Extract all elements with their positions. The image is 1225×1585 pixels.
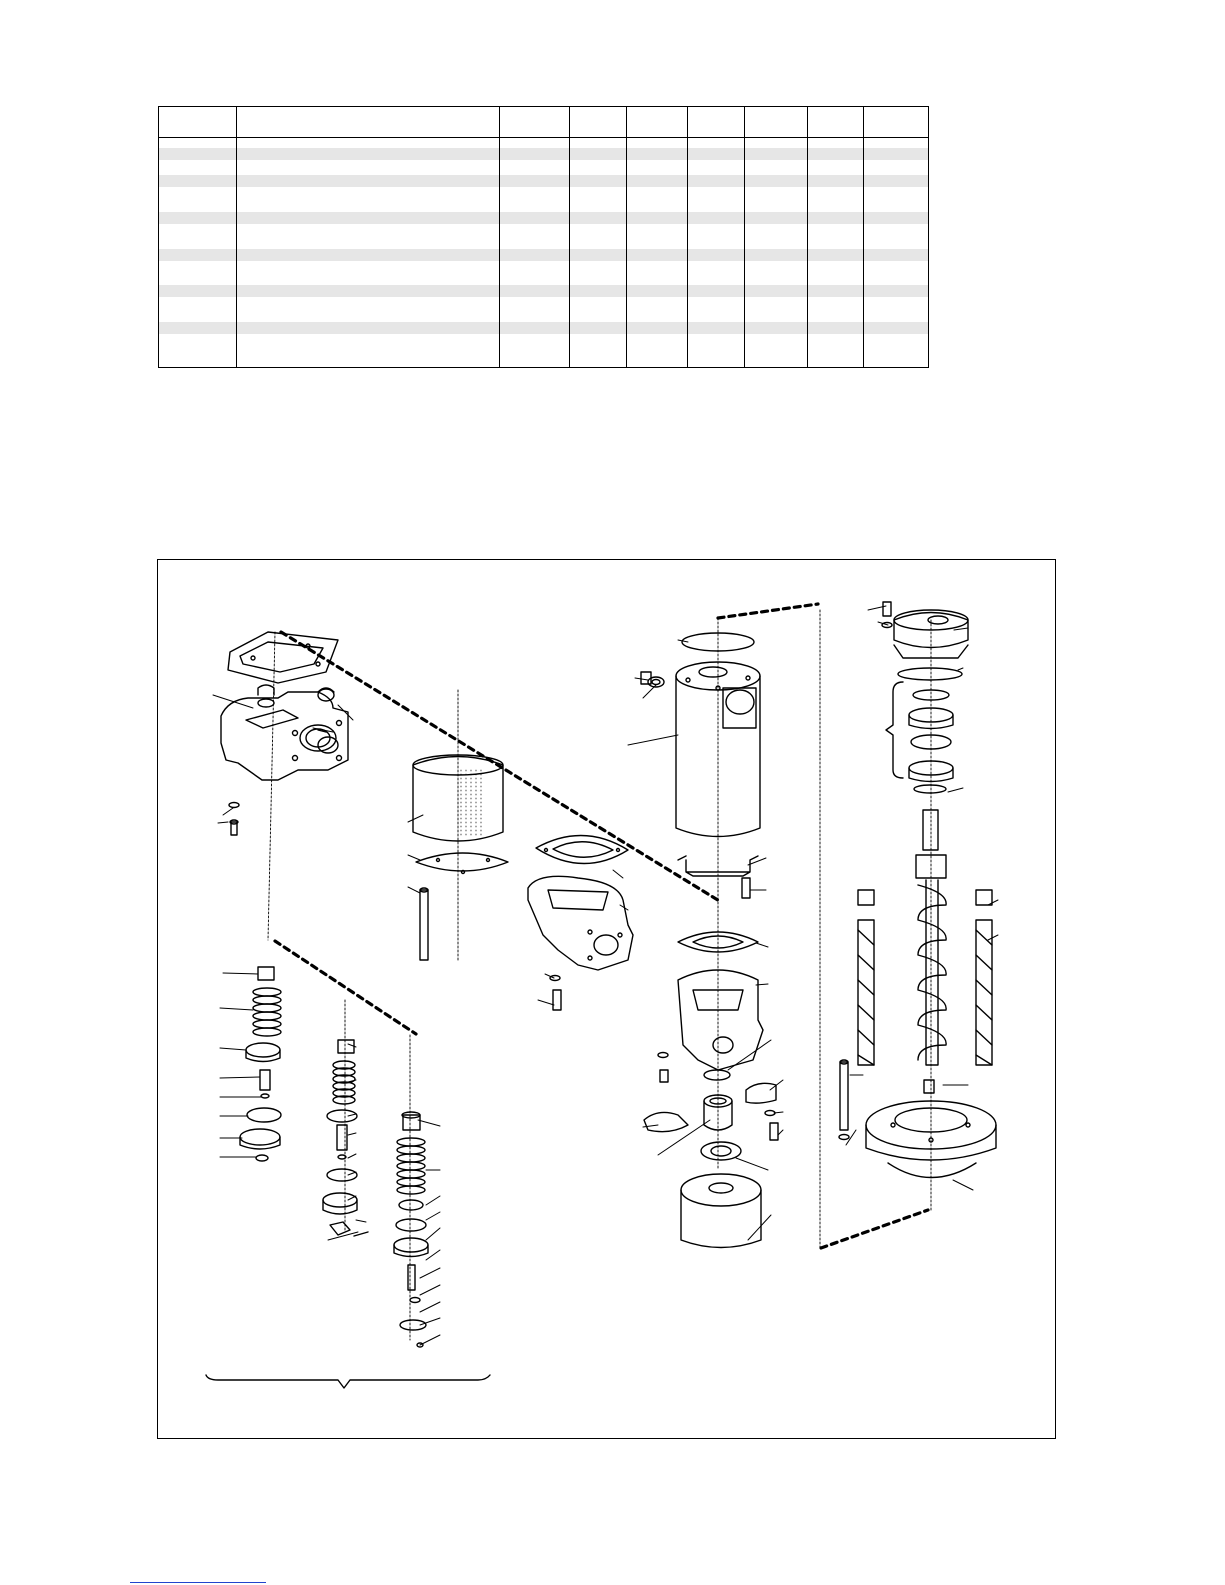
spring-assembly-left: [240, 967, 281, 1161]
half-coupling-left: [644, 1112, 688, 1131]
table-column-divider: [807, 107, 808, 367]
valve-assembly-right: [394, 1112, 428, 1347]
end-cap: [681, 1174, 761, 1248]
table-header-row: [159, 107, 928, 138]
casing-gasket-middle: [536, 835, 628, 863]
idler-housing: [528, 876, 633, 970]
table-row: [159, 322, 928, 334]
table-row: [159, 175, 928, 187]
spring-left: [253, 988, 281, 1036]
long-bolt: [839, 1060, 849, 1140]
table-row: [159, 148, 928, 160]
washer: [914, 785, 946, 793]
small-screw-b: [550, 976, 561, 1011]
small-screw-d: [658, 1053, 668, 1083]
spring-assembly-middle: [323, 1040, 368, 1236]
table-column-divider: [863, 107, 864, 367]
table-row: [159, 285, 928, 297]
half-coupling-right: [746, 1083, 776, 1103]
small-screw-g: [924, 1080, 934, 1093]
small-screw-a: [229, 803, 239, 836]
table-column-divider: [744, 107, 745, 367]
table-column-divider: [687, 107, 688, 367]
small-screw-e: [765, 1111, 778, 1141]
center-lines: [268, 610, 931, 1340]
table-row: [159, 212, 928, 224]
idler-rotor-left: [858, 890, 874, 1065]
table-row: [159, 249, 928, 261]
idler-rotor-right: [976, 890, 992, 1065]
strainer-bolt: [420, 888, 428, 960]
relief-valve-body: [221, 685, 348, 780]
bearing-brace: [886, 682, 903, 778]
table-column-divider: [626, 107, 627, 367]
lock-nut: [701, 1142, 741, 1160]
assembly-guide-lines: [275, 604, 928, 1248]
table-column-divider: [499, 107, 500, 367]
table-column-divider: [569, 107, 570, 367]
strainer-cover-gasket: [416, 853, 508, 874]
leader-lines: [213, 606, 998, 1345]
small-screw-c: [742, 878, 750, 898]
pump-casing: [641, 633, 760, 837]
assembly-brace: [206, 1375, 490, 1388]
exploded-view-drawing: [158, 560, 1057, 1440]
parts-table: [158, 106, 929, 368]
oring-top: [898, 668, 962, 680]
shaft-seal: [704, 1070, 730, 1080]
table-column-divider: [236, 107, 237, 367]
exploded-view-frame: [157, 559, 1056, 1439]
footer-link-underline[interactable]: [130, 1582, 266, 1583]
